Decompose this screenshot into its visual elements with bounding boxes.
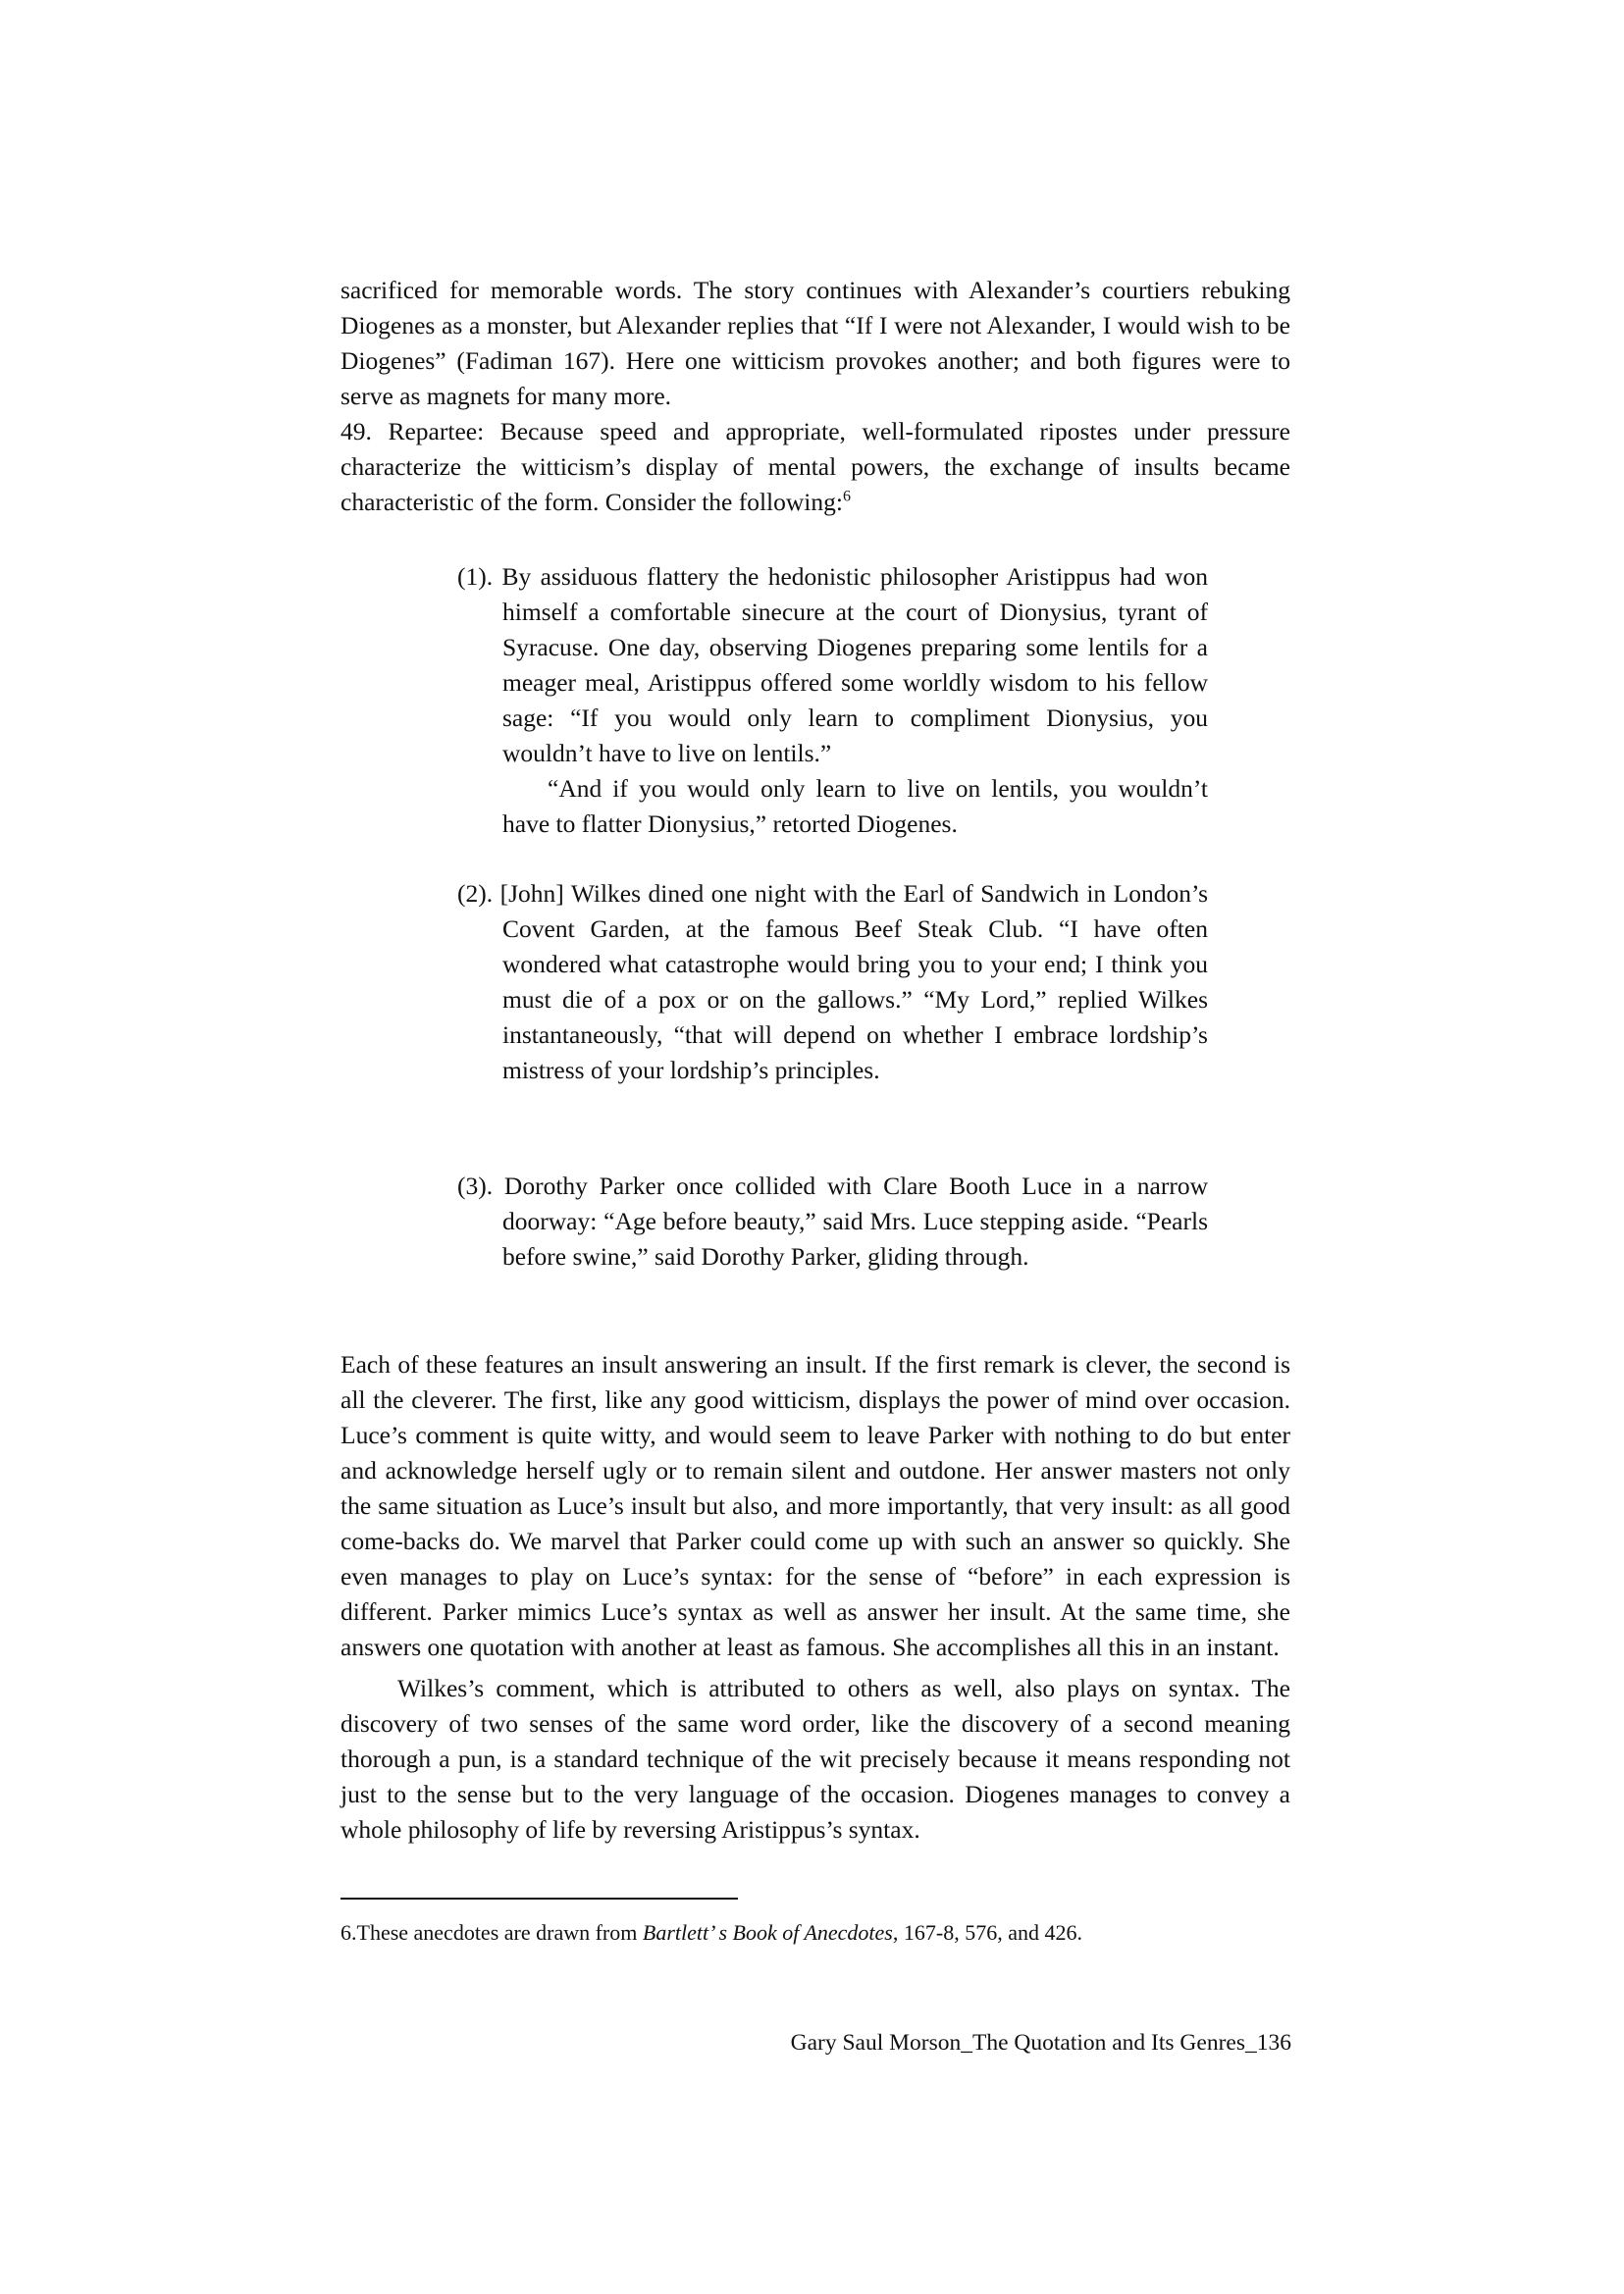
anecdote-3-body xyxy=(457,1169,1208,1275)
opening-section xyxy=(341,273,1290,520)
anecdote-1-number: (1). xyxy=(457,562,494,591)
anecdote-1-body xyxy=(457,559,1208,771)
anecdote-1 xyxy=(457,559,1208,842)
section-49-paragraph xyxy=(341,414,1290,520)
anecdote-3-text: Dorothy Parker once collided with Clare Booth Luce in a narrow doorway: “Age before beauty,” said Mrs. Luce stepping aside. “Pearls before swine,” said Dorothy Parker, gliding through. xyxy=(502,1172,1208,1271)
anecdote-1-text: By assiduous flattery the hedonistic philosopher Aristippus had won himself a comfortable sinecure at the court of Dionysius, tyrant of Syracuse. One day, observing Diogenes preparing some lentils for a meager meal, Aristippus offered some worldly wisdom to his fellow sage: “If you would only learn to compliment Dionysius, you wouldn’t have to live on lentils.” xyxy=(501,562,1208,767)
anecdote-2-body xyxy=(457,876,1208,1088)
footnote-ref[interactable]: 6 xyxy=(842,488,851,505)
commentary-paragraph-1: Each of these features an insult answering an insult. If the first remark is clever, the second is all the cleverer. The first, like any good witticism, displays the power of mind over occasion. Luce’s comment is quite witty, and would seem to leave Parker with nothing to do but enter and acknowledge herself ugly or to remain silent and outdone. Her answer masters not only the same situation as Luce’s insult but also, and more importantly, that very insult: as all good come-backs do. We marvel that Parker could come up with such an answer so quickly. She even manages to play on Luce’s syntax: for the sense of “before” in each expression is different. Parker mimics Luce’s syntax as well as answer her insult. At the same time, she answers one quotation with another at least as famous. She accomplishes all this in an instant. xyxy=(341,1350,1290,1661)
footnote-suffix: , 167-8, 576, and 426. xyxy=(892,1920,1082,1945)
anecdote-2-text: [John] Wilkes dined one night with the Earl of Sandwich in London’s Covent Garden, at the famous Beef Steak Club. “I have often wondered what catastrophe would bring you to your end; I think you must die of a pox or on the gallows.” “My Lord,” replied Wilkes instantaneously, “that will depend on whether I embrace lordship’s mistress of your lordship’s principles. xyxy=(499,879,1209,1084)
footnote-divider xyxy=(341,1898,738,1900)
commentary-section xyxy=(341,1347,1290,1848)
running-footer: Gary Saul Morson_The Quotation and Its Genres_136 xyxy=(790,2030,1291,2056)
anecdote-2-number: (2). xyxy=(457,879,494,908)
footnote-prefix: 6.These anecdotes are drawn from xyxy=(341,1920,643,1945)
opening-paragraph: sacrificed for memorable words. The story continues with Alexander’s courtiers rebuking Diogenes as a monster, but Alexander replies that “If I were not Alexander, I would wish to be Diogenes” (Fadiman 167). Here one witticism provokes another; and both figures were to serve as magnets for many more. xyxy=(341,276,1290,410)
anecdote-3 xyxy=(457,1169,1208,1275)
section-49-text: 49. Repartee: Because speed and appropriate, well-formulated ripostes under pressure characterize the witticism’s display of mental powers, the exchange of insults became characteristic of the form. Consider the following: xyxy=(341,417,1290,516)
commentary-paragraph-2: Wilkes’s comment, which is attributed to others as well, also plays on syntax. The discovery of two senses of the same word order, like the discovery of a second meaning thorough a pun, is a standard technique of the wit precisely because it means responding not just to the sense but to the very language of the occasion. Diogenes manages to convey a whole philosophy of life by reversing Aristippus’s syntax. xyxy=(341,1674,1290,1844)
footnote xyxy=(341,1918,1082,1948)
anecdote-3-number: (3). xyxy=(457,1172,494,1200)
anecdote-1-continuation: “And if you would only learn to live on lentils, you wouldn’t have to flatter Dionysius,” retorted Diogenes. xyxy=(502,774,1208,838)
footnote-book-title: Bartlett’ s Book of Anecdotes xyxy=(642,1920,893,1945)
anecdote-2 xyxy=(457,876,1208,1088)
